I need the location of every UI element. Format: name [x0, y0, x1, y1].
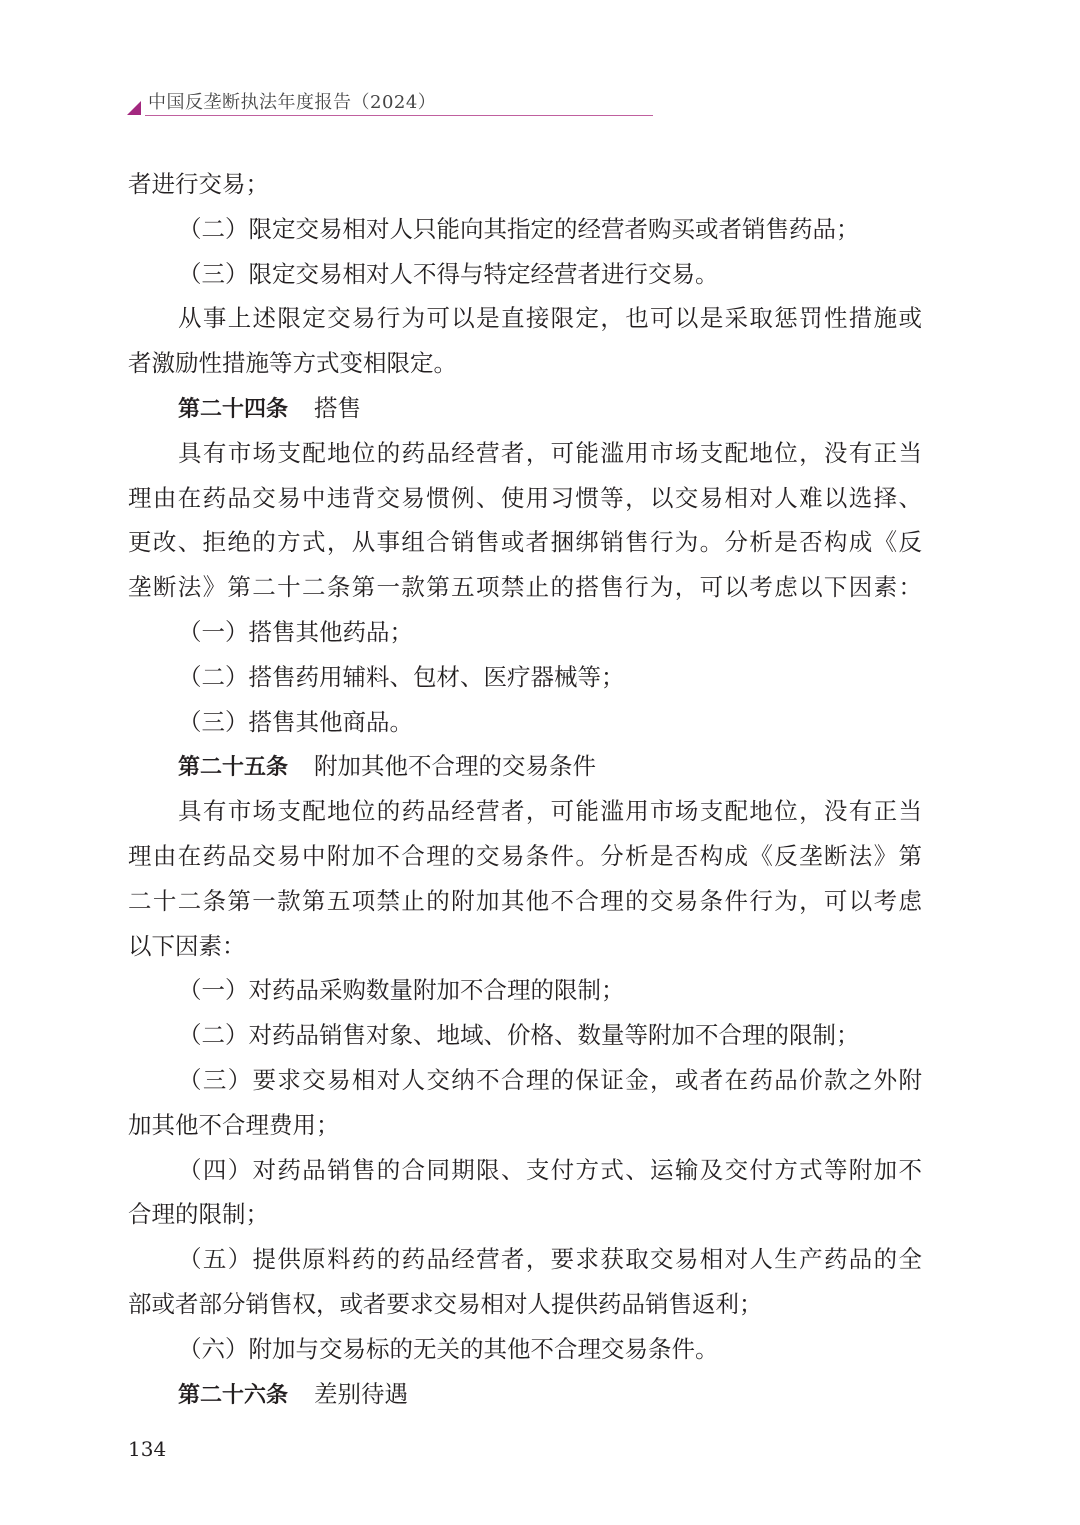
article-number: 第二十四条	[178, 396, 289, 422]
article-heading	[128, 1372, 922, 1417]
text-line: （二）搭售药用辅料、包材、医疗器械等；	[178, 662, 625, 691]
text-line: 具有市场支配地位的药品经营者，可能滥用市场支配地位，没有正当	[178, 797, 922, 826]
article-title: 搭售	[314, 393, 362, 422]
text-line: （一）对药品采购数量附加不合理的限制；	[178, 976, 625, 1005]
text-line: （五）提供原料药的药品经营者，要求获取交易相对人生产药品的全	[178, 1245, 922, 1274]
text-line: （三）限定交易相对人不得与特定经营者进行交易。	[178, 259, 719, 288]
text-line: （三）要求交易相对人交纳不合理的保证金，或者在药品价款之外附	[178, 1065, 922, 1094]
text-line: （四）对药品销售的合同期限、支付方式、运输及交付方式等附加不	[178, 1155, 922, 1184]
article-title: 差别待遇	[314, 1379, 409, 1408]
text-line: 二十二条第一款第五项禁止的附加其他不合理的交易条件行为，可以考虑	[128, 886, 922, 915]
text-line: 理由在药品交易中违背交易惯例、使用习惯等，以交易相对人难以选择、	[128, 483, 922, 512]
text-line: （二）对药品销售对象、地域、价格、数量等附加不合理的限制；	[178, 1021, 860, 1050]
header-rule	[145, 115, 653, 116]
article-number: 第二十六条	[178, 1382, 289, 1408]
text-line: （六）附加与交易标的无关的其他不合理交易条件。	[178, 1334, 719, 1363]
text-line: 具有市场支配地位的药品经营者，可能滥用市场支配地位，没有正当	[178, 438, 922, 467]
article-number: 第二十五条	[178, 755, 289, 781]
text-line: 加其他不合理费用；	[128, 1110, 340, 1139]
text-line: 垄断法》第二十二条第一款第五项禁止的搭售行为，可以考虑以下因素：	[128, 573, 922, 602]
text-line: 者进行交易；	[128, 170, 269, 198]
text-line: 部或者部分销售权，或者要求交易相对人提供药品销售返利；	[128, 1289, 763, 1318]
text-line: （三）搭售其他商品。	[178, 707, 413, 736]
text-line: 以下因素：	[128, 931, 246, 960]
text-line: 从事上述限定交易行为可以是直接限定，也可以是采取惩罚性措施或	[178, 304, 922, 333]
text-line: 合理的限制；	[128, 1200, 269, 1229]
text-line: 理由在药品交易中附加不合理的交易条件。分析是否构成《反垄断法》第	[128, 841, 922, 870]
document-body	[128, 162, 922, 1416]
running-header-title: 中国反垄断执法年度报告（2024）	[148, 92, 437, 113]
article-title: 附加其他不合理的交易条件	[314, 752, 597, 781]
text-line: 者激励性措施等方式变相限定。	[128, 349, 457, 378]
article-heading	[128, 386, 922, 431]
text-line: （一）搭售其他药品；	[178, 617, 413, 646]
text-line: （二）限定交易相对人只能向其指定的经营者购买或者销售药品；	[178, 214, 860, 243]
header-triangle-icon	[127, 101, 141, 115]
text-line: 更改、拒绝的方式，从事组合销售或者捆绑销售行为。分析是否构成《反	[128, 528, 922, 557]
article-heading	[128, 744, 922, 789]
page-number: 134	[128, 1437, 167, 1461]
